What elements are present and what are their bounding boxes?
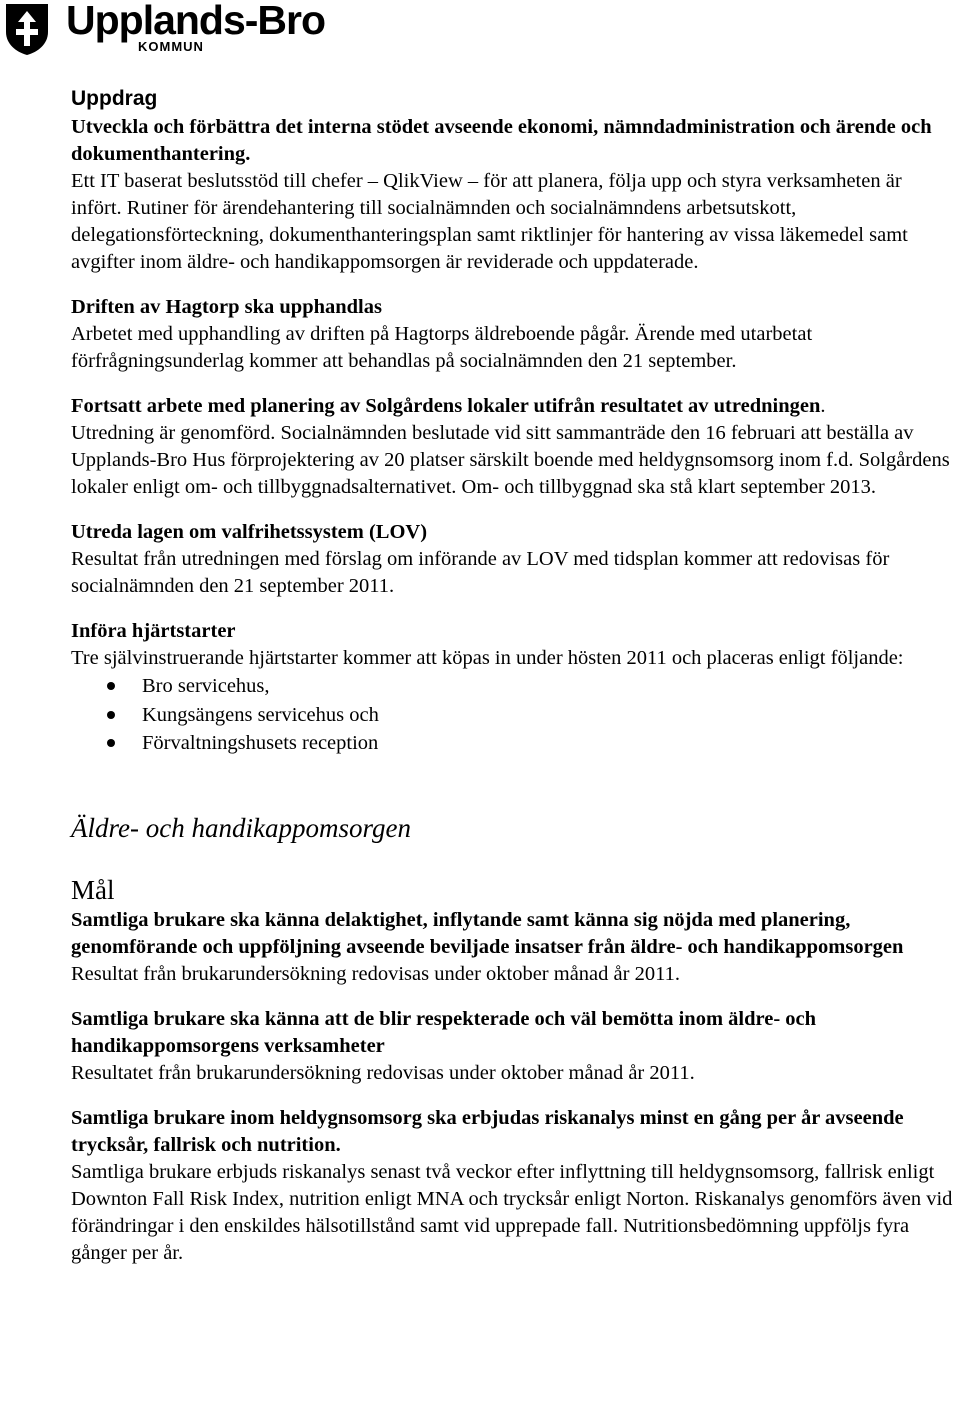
document-body <box>71 84 955 1267</box>
goal-heading: Samtliga brukare ska känna att de blir respekterade och väl bemötta inom äldre- och handikappomsorgens verksamheter <box>71 1007 817 1057</box>
hjartstarter-heading: Införa hjärtstarter <box>71 620 236 642</box>
hagtorp-heading: Driften av Hagtorp ska upphandlas <box>71 296 382 318</box>
lov-text: Resultat från utredningen med förslag om införande av LOV med tidsplan kommer att redovisas för socialnämnden den 21 september 2011. <box>71 548 890 597</box>
list-item: Kungsängens servicehus och <box>71 701 955 730</box>
solgarden-heading-line <box>71 393 955 420</box>
hjartstarter-list <box>71 672 955 758</box>
bullet-icon <box>107 711 115 719</box>
goal-text: Resultat från brukarundersökning redovisas under oktober månad år 2011. <box>71 962 680 985</box>
bullet-icon <box>107 682 115 690</box>
uppdrag-lead: Utveckla och förbättra det interna stödet avseende ekonomi, nämndadministration och ärende och dokumenthantering. <box>71 116 932 165</box>
logo-name: Upplands-Bro <box>66 0 326 43</box>
uppdrag-heading: Uppdrag <box>71 87 158 110</box>
lov-heading: Utreda lagen om valfrihetssystem (LOV) <box>71 521 428 543</box>
logo-subtitle: KOMMUN <box>138 39 204 54</box>
hagtorp-text: Arbetet med upphandling av driften på Hagtorps äldreboende pågår. Ärende med utarbetat förfrågningsunderlag kommer att behandlas på socialnämnden den 21 september. <box>71 323 813 372</box>
list-item: Förvaltningshusets reception <box>71 729 955 758</box>
uppdrag-text: Ett IT baserat beslutsstöd till chefer – QlikView – för att planera, följa upp och styra verksamheten är infört. Rutiner för ärendehantering till socialnämnden och socialnämndens arbetsutskott, delegationsförteckning, dokumenthanteringsplan samt riktlinjer för hantering av vissa läkemedel samt avgifter inom äldre- och handikappomsorgen är reviderade och uppdaterade. <box>71 170 908 273</box>
solgarden-heading-suffix: . <box>820 395 826 417</box>
municipality-logo <box>4 2 324 56</box>
goal-text: Resultatet från brukarundersökning redovisas under oktober månad år 2011. <box>71 1061 695 1084</box>
goal-heading: Samtliga brukare ska känna delaktighet, inflytande samt känna sig nöjda med planering, genomförande och uppföljning avseende beviljade insatser från äldre- och handikappomsorgen <box>71 908 904 958</box>
goal-text: Samtliga brukare erbjuds riskanalys senast två veckor efter inflyttning till heldygnsomsorg, fallrisk enligt Downton Fall Risk Index, nutrition enligt MNA och trycksår enligt Norton. Riskanalys genomförs även vid förändringar i den enskildes hälsotillstånd samt vid upprepade fall. Nutritionsbedömning uppföljs fyra gånger per år. <box>71 1160 953 1264</box>
section-title: Äldre- och handikappomsorgen <box>71 812 411 843</box>
goal-heading: Samtliga brukare inom heldygnsomsorg ska erbjudas riskanalys minst en gång per år avseende trycksår, fallrisk och nutrition. <box>71 1106 904 1156</box>
bullet-icon <box>107 739 115 747</box>
coat-of-arms-icon <box>4 2 50 56</box>
hjartstarter-text: Tre självinstruerande hjärtstarter kommer att köpas in under hösten 2011 och placeras enligt följande: <box>71 647 904 669</box>
mal-heading: Mål <box>71 874 115 905</box>
list-item: Bro servicehus, <box>71 672 955 701</box>
solgarden-text: Utredning är genomförd. Socialnämnden beslutade vid sitt sammanträde den 16 februari att beställa av Upplands-Bro Hus förprojektering av 20 platser särskilt boende med heldygnsomsorg inom f.d. Solgårdens lokaler enligt om- och tillbyggnadsalternativet. Om- och tillbyggnad ska stå klart september 2013. <box>71 422 950 498</box>
solgarden-heading: Fortsatt arbete med planering av Solgårdens lokaler utifrån resultatet av utredningen <box>71 395 821 417</box>
